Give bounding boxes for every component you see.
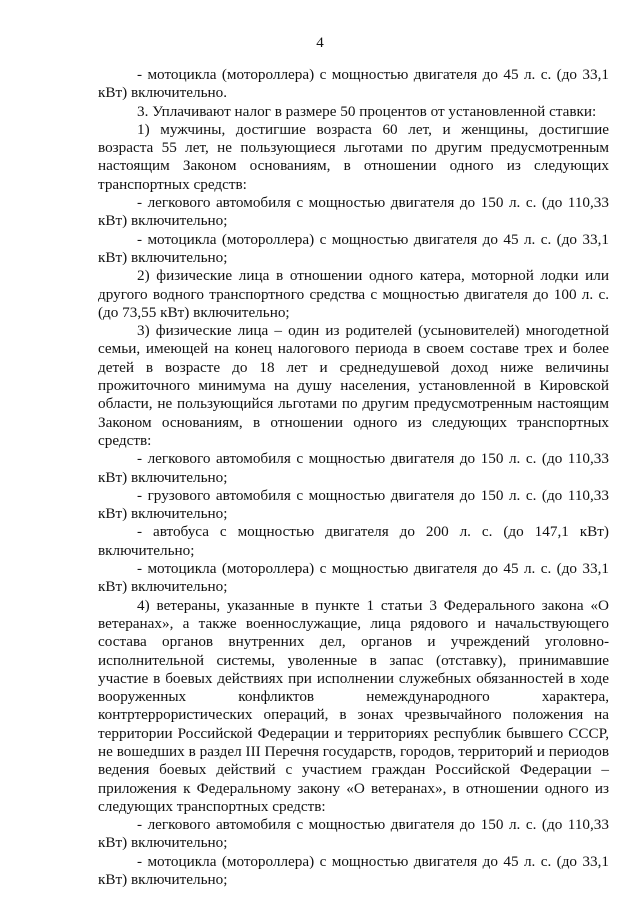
paragraph-passenger-car-1: - легкового автомобиля с мощностью двигателя до 150 л. с. (до 110,33 кВт) включительно; (98, 194, 609, 230)
page-number: 4 (316, 35, 324, 51)
paragraph-item-3: 3) физические лица – один из родителей (усыновителей) многодетной семьи, имеющей на конец налогового периода в своем составе трех и более детей в возрасте до 18 лет и среднедушевой доход ниже величины прожиточного минимума на душу населения, установленной в Кировской области, не пользующийся льготами по другим предусмотренным настоящим Законом основаниям, в отношении одного из следующих транспортных средств: (98, 322, 609, 449)
paragraph-truck: - грузового автомобиля с мощностью двигателя до 150 л. с. (до 110,33 кВт) включительно; (98, 486, 609, 523)
paragraph-clause-3: 3. Уплачивают налог в размере 50 процентов от установленной ставки: (137, 102, 597, 120)
paragraph-passenger-car-3: - легкового автомобиля с мощностью двигателя до 150 л. с. (до 110,33 кВт) включительно; (98, 816, 609, 852)
paragraph-item-4: 4) ветераны, указанные в пункте 1 статьи 3 Федерального закона «О ветеранах», а также военнослужащие, лица рядового и начальствующего состава органов внутренних дел, органов и учреждений уголовно-исполнительной системы, уволенные в запас (отставку), принимавшие участие в боевых действиях при исполнении служебных обязанностей в ходе вооруженных конфликтов немеждународного характера, контртеррористических операций, в зонах чрезвычайного положения на территории Российской Федерации и территориях республик бывшего СССР, не вошедших в раздел III Перечня государств, городов, территорий и периодов ведения боевых действий с участием граждан Российской Федерации – приложения к Федеральному закону «О ветеранах», в отношении одного из следующих транспортных средств: (98, 596, 609, 815)
document-body (98, 66, 609, 889)
paragraph-motorcycle-4: - мотоцикла (мотороллера) с мощностью двигателя до 45 л. с. (до 33,1 кВт) включительно; (98, 852, 609, 889)
paragraph-bus: - автобуса с мощностью двигателя до 200 л. с. (до 147,1 кВт) включительно; (98, 523, 609, 559)
paragraph-motorcycle-1: - мотоцикла (мотороллера) с мощностью двигателя до 45 л. с. (до 33,1 кВт) включительно. (98, 66, 609, 102)
paragraph-passenger-car-2: - легкового автомобиля с мощностью двигателя до 150 л. с. (до 110,33 кВт) включительно; (98, 450, 609, 486)
paragraph-item-1: 1) мужчины, достигшие возраста 60 лет, и женщины, достигшие возраста 55 лет, не пользующиеся льготами по другим предусмотренным настоящим Законом основаниям, в отношении одного из следующих транспортных средств: (98, 120, 609, 193)
paragraph-item-2: 2) физические лица в отношении одного катера, моторной лодки или другого водного транспортного средства с мощностью двигателя до 100 л. с. (до 73,55 кВт) включительно; (98, 267, 609, 321)
paragraph-motorcycle-3: - мотоцикла (мотороллера) с мощностью двигателя до 45 л. с. (до 33,1 кВт) включительно; (98, 560, 609, 596)
paragraph-motorcycle-2: - мотоцикла (мотороллера) с мощностью двигателя до 45 л. с. (до 33,1 кВт) включительно; (98, 230, 609, 266)
